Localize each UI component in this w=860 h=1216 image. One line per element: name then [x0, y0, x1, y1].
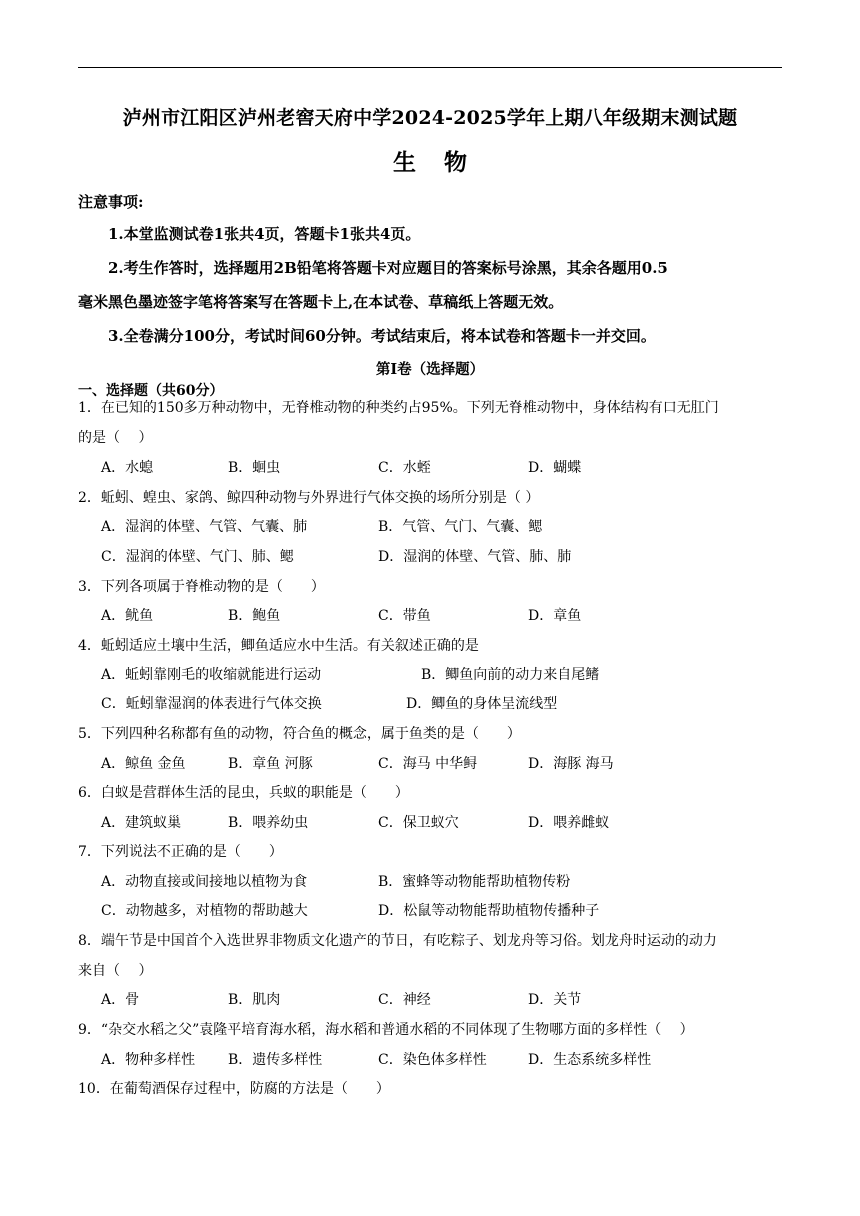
part-title: 第Ⅰ卷（选择题） — [375, 361, 485, 378]
question-7-option-a: A．动物直接或间接地以植物为食 — [101, 874, 308, 890]
question-6-option-c: C．保卫蚁穴 — [378, 815, 459, 831]
section-title: 一、选择题（共60分） — [78, 383, 224, 399]
question-9-option-b: B．遗传多样性 — [228, 1052, 323, 1068]
question-3-option-b: B．鲍鱼 — [228, 608, 281, 624]
question-8-option-a: A．骨 — [101, 992, 140, 1008]
question-7-line-1: 7．下列说法不正确的是（ ） — [78, 844, 283, 860]
notice-heading: 注意事项: — [78, 193, 144, 211]
question-9-option-d: D．生态系统多样性 — [528, 1052, 652, 1068]
question-8-option-c: C．神经 — [378, 992, 431, 1008]
question-1-line-2: 的是（ ） — [78, 430, 153, 446]
question-9-option-a: A．物种多样性 — [101, 1052, 196, 1068]
question-8-option-d: D．关节 — [528, 992, 582, 1008]
question-8-option-b: B．肌肉 — [228, 992, 281, 1008]
question-7-option-c: C．动物越多，对植物的帮助越大 — [101, 903, 308, 919]
question-4-line-1: 4．蚯蚓适应土壤中生活，鲫鱼适应水中生活。有关叙述正确的是 — [78, 638, 479, 654]
notice-item-1: 1.本堂监测试卷1张共4页，答题卡1张共4页。 — [108, 225, 421, 243]
question-10-line-1: 10．在葡萄酒保存过程中，防腐的方法是（ ） — [78, 1081, 390, 1097]
question-3-option-c: C．带鱼 — [378, 608, 431, 624]
question-4-option-a: A．蚯蚓靠刚毛的收缩就能进行运动 — [101, 667, 322, 683]
question-8-line-2: 来自（ ） — [78, 963, 153, 979]
question-7-option-d: D．松鼠等动物能帮助植物传播种子 — [378, 903, 600, 919]
question-5-option-a: A．鲸鱼 金鱼 — [101, 756, 186, 772]
question-2-line-1: 2．蚯蚓、蝗虫、家鸽、鲸四种动物与外界进行气体交换的场所分别是（ ） — [78, 490, 540, 506]
question-2-option-a: A．湿润的体壁、气管、气囊、肺 — [101, 519, 308, 535]
question-1-line-1: 1．在已知的150多万种动物中，无脊椎动物的种类约占95%。下列无脊椎动物中，身体结构有口无肛门 — [78, 400, 719, 416]
question-3-option-d: D．章鱼 — [528, 608, 582, 624]
question-5-option-b: B．章鱼 河豚 — [228, 756, 313, 772]
question-5-line-1: 5．下列四种名称都有鱼的动物，符合鱼的概念，属于鱼类的是（ ） — [78, 726, 521, 742]
question-2-option-d: D．湿润的体壁、气管、肺、肺 — [378, 549, 572, 565]
question-4-option-c: C．蚯蚓靠湿润的体表进行气体交换 — [101, 696, 322, 712]
notice-item-3: 3.全卷满分100分，考试时间60分钟。考试结束后，将本试卷和答题卡一并交回。 — [108, 327, 656, 345]
question-7-option-b: B．蜜蜂等动物能帮助植物传粉 — [378, 874, 571, 890]
question-6-option-a: A．建筑蚁巢 — [101, 815, 182, 831]
question-9-line-1: 9．“杂交水稻之父”袁隆平培育海水稻，海水稻和普通水稻的不同体现了生物哪方面的多样性（ ） — [78, 1022, 694, 1038]
notice-item-2-cont: 毫米黑色墨迹签字笔将答案写在答题卡上,在本试卷、草稿纸上答题无效。 — [78, 293, 564, 311]
question-2-option-c: C．湿润的体壁、气门、肺、鳃 — [101, 549, 294, 565]
question-3-option-a: A．鱿鱼 — [101, 608, 154, 624]
question-1-option-a: A．水螅 — [101, 460, 154, 476]
header-rule — [78, 67, 782, 68]
subject-title: 生 物 — [393, 149, 467, 176]
question-8-line-1: 8．端午节是中国首个入选世界非物质文化遗产的节日，有吃粽子、划龙舟等习俗。划龙舟时运动的动力 — [78, 933, 717, 949]
exam-title: 泸州市江阳区泸州老窖天府中学2024-2025学年上期八年级期末测试题 — [122, 107, 738, 129]
question-6-option-d: D．喂养雌蚁 — [528, 815, 610, 831]
question-1-option-d: D．蝴蝶 — [528, 460, 582, 476]
question-1-option-c: C．水蛭 — [378, 460, 431, 476]
question-6-option-b: B．喂养幼虫 — [228, 815, 309, 831]
question-2-option-b: B．气管、气门、气囊、鳃 — [378, 519, 543, 535]
question-1-option-b: B．蛔虫 — [228, 460, 281, 476]
question-5-option-d: D．海豚 海马 — [528, 756, 614, 772]
question-4-option-b: B．鲫鱼向前的动力来自尾鳍 — [421, 667, 600, 683]
question-5-option-c: C．海马 中华鲟 — [378, 756, 478, 772]
notice-item-2: 2.考生作答时，选择题用2B铅笔将答题卡对应题目的答案标号涂黑，其余各题用0.5 — [108, 259, 668, 277]
question-4-option-d: D．鲫鱼的身体呈流线型 — [406, 696, 558, 712]
question-3-line-1: 3．下列各项属于脊椎动物的是（ ） — [78, 579, 325, 595]
question-6-line-1: 6．白蚁是营群体生活的昆虫，兵蚁的职能是（ ） — [78, 785, 409, 801]
question-9-option-c: C．染色体多样性 — [378, 1052, 487, 1068]
